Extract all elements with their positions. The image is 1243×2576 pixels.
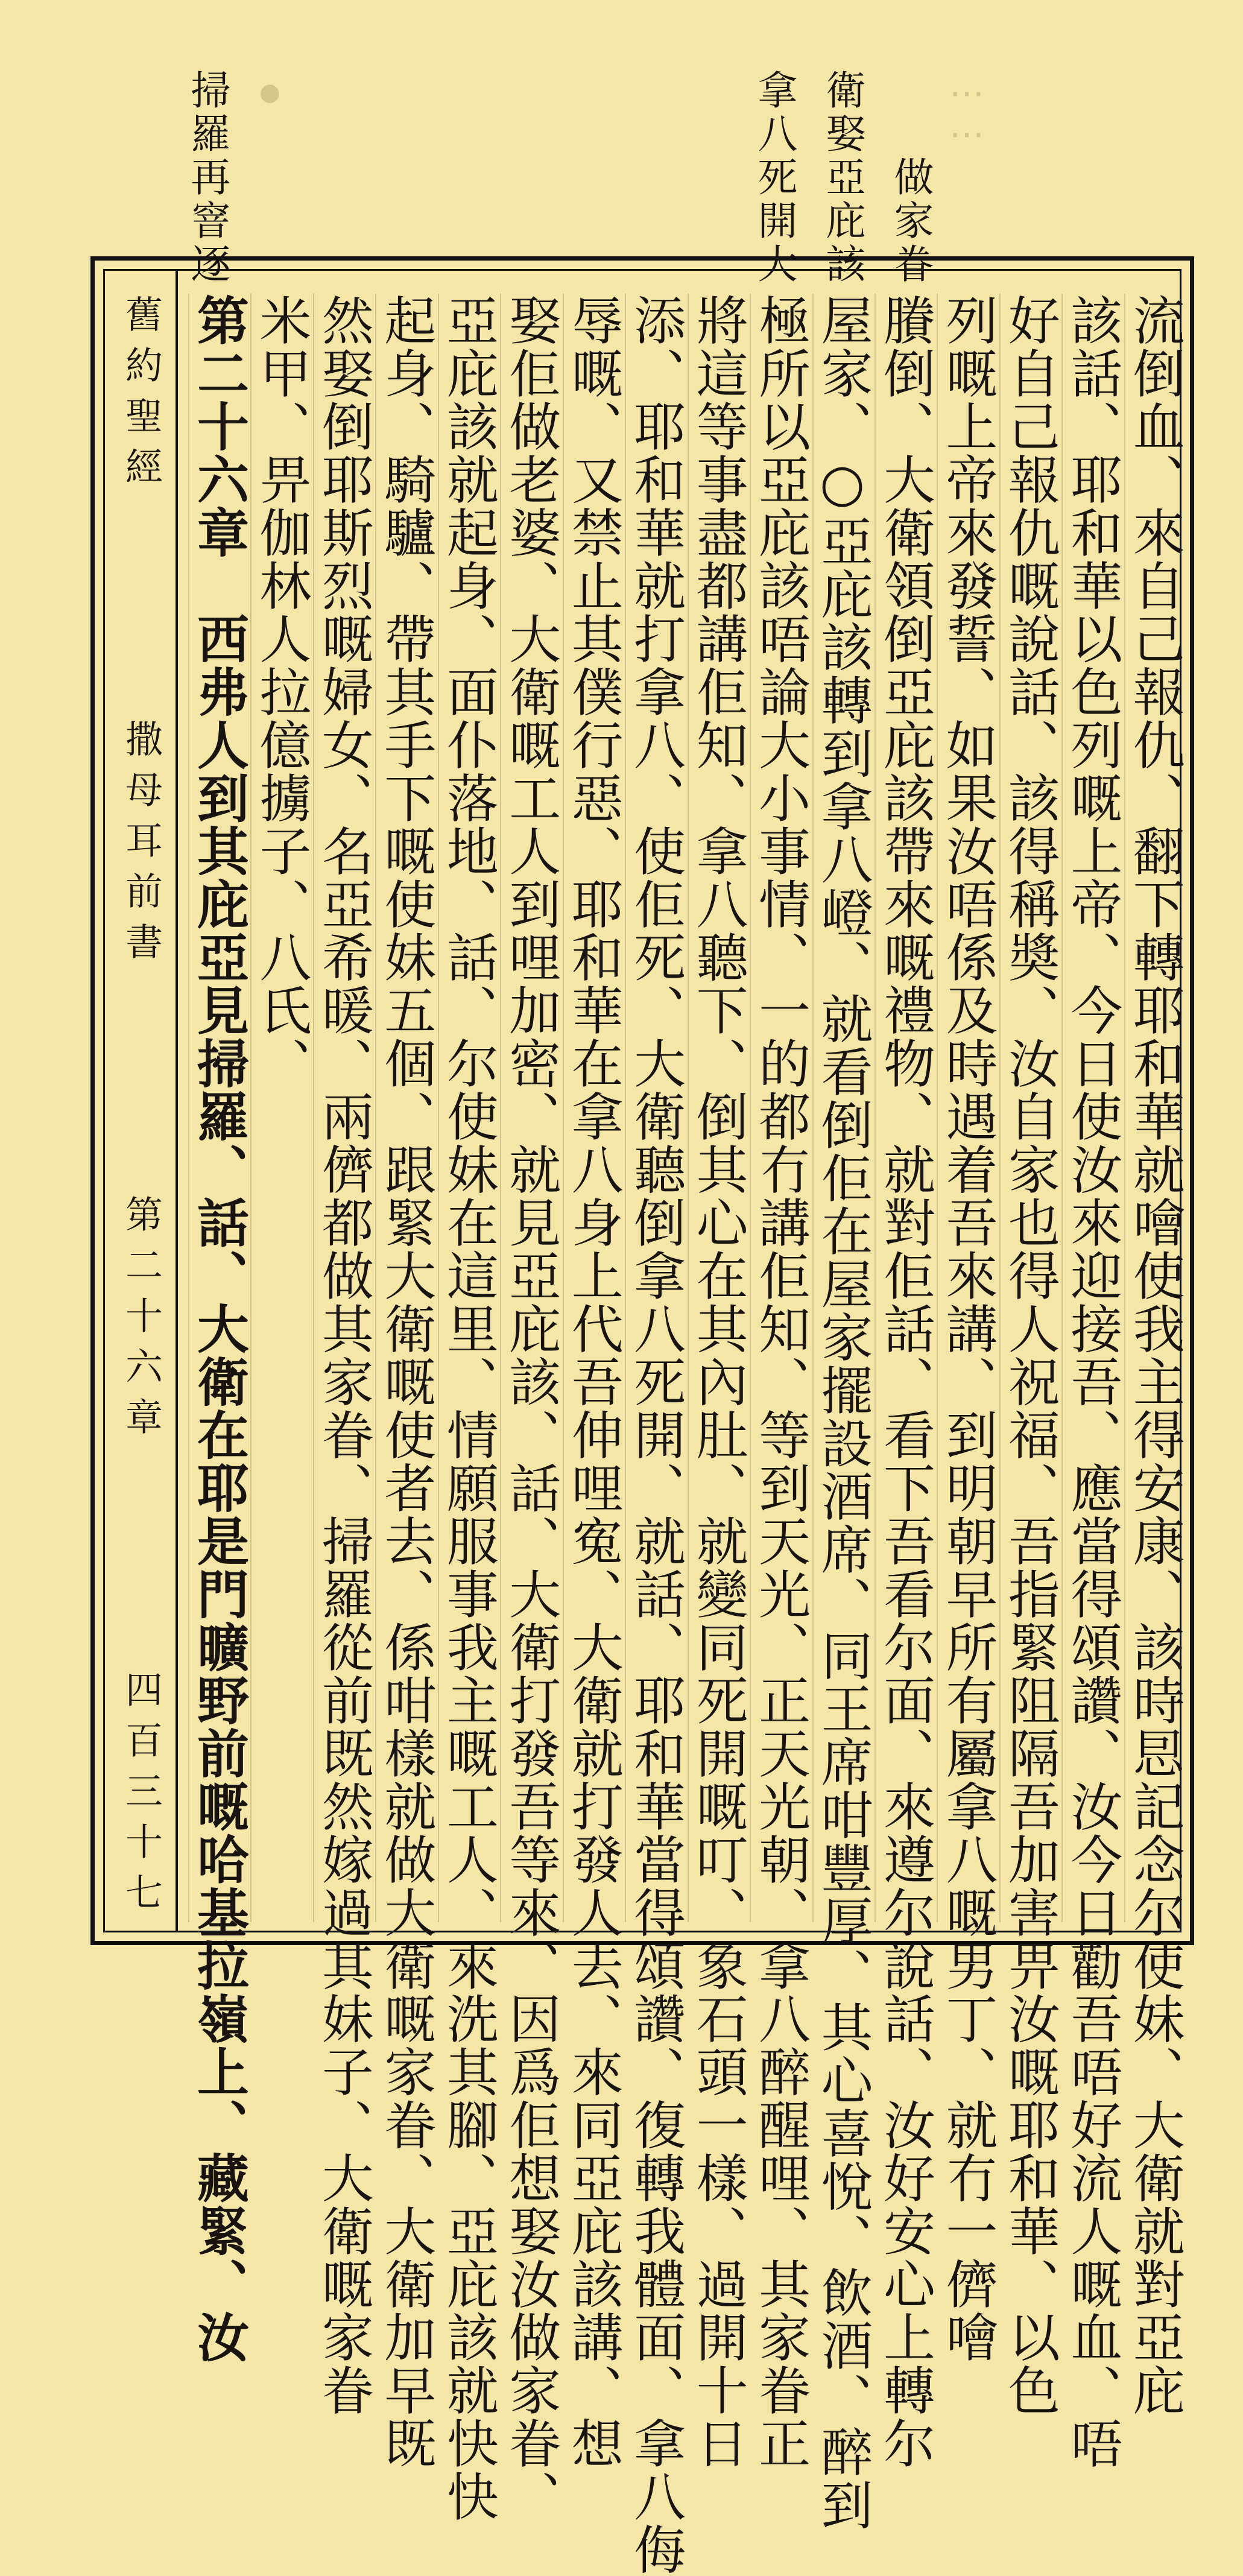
faded-dot: ● [259,78,280,106]
margin-note-line: 衛娶亞庇該 [818,69,865,286]
margin-note-left: 掃羅再窨逐 [184,69,230,286]
running-header [111,295,171,1923]
text-column: 好自己報仇嘅說話、該得稱奬、汝自家也得人祝福、吾指緊阻隔吾加害畀汝嘅耶和華、以色 [999,294,1060,2417]
text-column: 列嘅上帝來發誓、如果汝唔係及時遇着吾來講、到明朝早所有屬拿八嘅男丁、就冇一儕噲 [937,294,998,2364]
text-column: 將這等事盡都講佢知、拿八聽下、倒其心在其內肚、就變同死開嘅叮、象石頭一樣、過開十日 [687,294,748,2470]
chapter-heading-column: 第二十六章 西弗人到其庇亞見掃羅、話、大衛在耶是門曠野前嘅哈基拉嶺上、藏緊、汝 [188,294,249,2364]
text-column: 該話、耶和華以色列嘅上帝、今日使汝來迎接吾、應當得頌讚、汝今日勸吾唔好流人嘅血、唔 [1061,294,1122,2470]
text-column: 賸倒、大衛領倒亞庇該帶來嘅禮物、就對佢話、看下吾看尔面、來遵尔說話、汝好安心上轉尔 [874,294,935,2470]
text-column: 流倒血、來自己報仇、翻下轉耶和華就噲使我主得安康、該時㤙記念尔使妹、大衛就對亞庇 [1124,294,1184,2417]
header-page-number: 四百三十七 [119,1670,163,1923]
text-column: 屋家、○亞庇該轉到拿八嶝、就看倒佢在屋家擺設酒席、同王席咁豐厚、其心喜悅、飲酒、醉到 [812,294,873,2531]
margin-divider [176,271,178,1931]
margin-note-line: 拿八死開大 [751,69,797,286]
page-frame-inner [103,269,1184,2576]
header-chapter: 第二十六章 [119,1195,163,1448]
text-column: 亞庇該就起身、面仆落地、話、尔使妹在這里、情願服事我主嘅工人、來洗其腳、亞庇該就快快 [437,294,498,2523]
page-frame [90,256,1194,2576]
text-column: 起身、騎驢、帶其手下嘅使妹五個、跟緊大衛嘅使者去、係咁樣就做大衛嘅家眷、大衛加早既 [375,294,436,2470]
faded-bleed-through: ⋯⋯ [946,72,987,154]
margin-note-line: 做家眷 [887,156,934,286]
header-book-title: 舊約聖經 [119,295,163,498]
text-column: 娶佢做老婆、大衛嘅工人到哩加密、就見亞庇該、話、大衛打發吾等來、因爲佢想娶汝做家眷、 [500,294,561,2523]
text-column: 添、耶和華就打拿八、使佢死、大衛聽倒拿八死開、就話、耶和華當得頌讚、復轉我體面、拿八侮 [625,294,686,2576]
body-text [188,294,1184,2576]
text-column: 然娶倒耶斯烈嘅婦女、名亞希暖、兩儕都做其家眷、掃羅從前既然嫁過其妹子、大衛嘅家眷 [312,294,373,2417]
text-column: 辱嘅、又禁止其僕行惡、耶和華在拿八身上代吾伸哩寃、大衛就打發人去、來同亞庇該講、想 [562,294,623,2470]
text-column: 米甲、畀伽林人拉億擄子、八氏、 [250,294,309,1922]
text-column: 極所以亞庇該唔論大小事情、一的都冇講佢知、等到天光、正天光朝、拿八醉醒哩、其家眷正 [750,294,811,2470]
header-section-title: 撒母耳前書 [119,720,163,973]
